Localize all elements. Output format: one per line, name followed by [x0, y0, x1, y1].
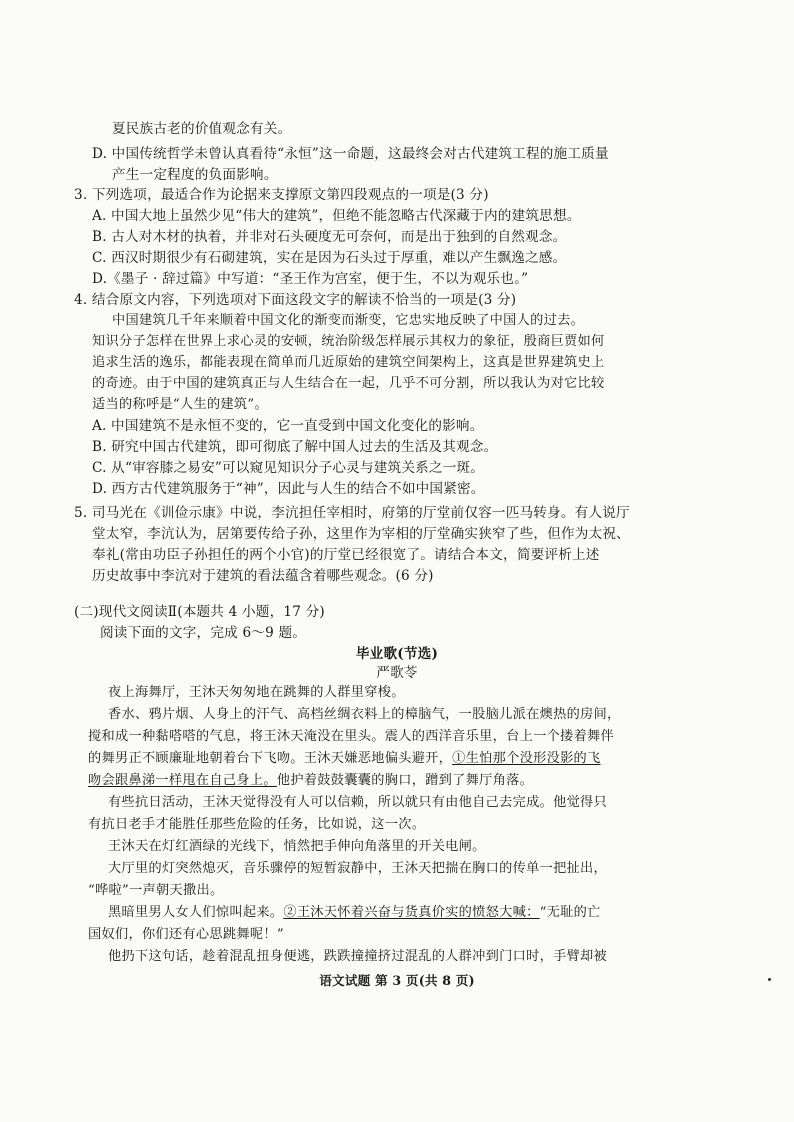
option-d: D. 西方古代建筑服务于“神”，因此与人生的结合不如中国紧密。 [92, 481, 485, 497]
section-instruction: 阅读下面的文字，完成 6～9 题。 [100, 625, 307, 641]
passage-paragraph: 香水、鸦片烟、人身上的汗气、高档丝绸衣料上的樟脑气，一股脑儿派在燠热的房间， [108, 707, 621, 722]
passage-paragraph: “哗啦”一声朝天撒出。 [88, 883, 224, 898]
passage-paragraph [88, 750, 601, 768]
text-line: 夏民族古老的价值观念有关。 [112, 121, 292, 137]
question-5-text: 历史故事中李沆对于建筑的看法蕴含着哪些观念。(6 分) [92, 568, 434, 584]
option-d: D. 中国传统哲学未曾认真看待“永恒”这一命题，这最终会对古代建筑工程的施工质量 [92, 146, 609, 162]
question-3: 3. 下列选项，最适合作为论据来支撑原文第四段观点的一项是(3 分) [74, 187, 489, 203]
passage-paragraph: 有些抗日活动，王沐天觉得没有人可以信赖，所以就只有由他自己去完成。他觉得只 [108, 795, 608, 810]
passage-title: 毕业歌(节选) [355, 646, 439, 662]
section-heading: (二)现代文阅读Ⅱ(本题共 4 小题，17 分) [74, 604, 325, 620]
page-footer: 语文试题 第 3 页(共 8 页) [319, 973, 475, 988]
quoted-passage-line: 适当的称呼是“人生的建筑”。 [92, 397, 268, 412]
underlined-sentence-1: 吻会跟鼻涕一样甩在自己身上。 [88, 773, 277, 788]
option-b: B. 古人对木材的执着，并非对石头硬度无可奈何，而是出于独到的自然观念。 [92, 229, 567, 245]
passage-paragraph: 大厅里的灯突然熄灭，音乐骤停的短暂寂静中，王沐天把揣在胸口的传单一把扯出， [108, 861, 608, 876]
passage-paragraph [88, 772, 533, 790]
option-a: A. 中国建筑不是永恒不变的，它一直受到中国文化变化的影响。 [92, 418, 484, 434]
passage-text: 黑暗里男人女人们惊叫起来。 [108, 905, 284, 920]
passage-paragraph [108, 904, 601, 922]
passage-paragraph: 有抗日老手才能胜任那些危险的任务，比如说，这一次。 [88, 817, 426, 832]
option-c: C. 从“审容膝之易安”可以窥见知识分子心灵与建筑关系之一斑。 [92, 460, 485, 476]
question-5-text: 堂太窄，李沆认为，居第要传给子孙，这里作为宰相的厅堂确实狭窄了些，但作为太祝、 [92, 526, 630, 542]
text-line: 产生一定程度的负面影响。 [112, 167, 278, 183]
option-a: A. 中国大地上虽然少见“伟大的建筑”，但绝不能忽略古代深藏于内的建筑思想。 [92, 208, 581, 224]
underlined-sentence-2: ②王沐天怀着兴奋与货真价实的愤怒大喊： [283, 905, 540, 920]
passage-author: 严歌苓 [376, 665, 418, 681]
option-d: D.《墨子 · 辞过篇》中写道：“圣王作为宫室，便于生，不以为观乐也。” [92, 271, 529, 287]
question-4: 4. 结合原文内容，下列选项对下面这段文字的解读不恰当的一项是(3 分) [74, 292, 517, 308]
quoted-passage-line: 的奇迹。由于中国的建筑真正与人生结合在一起，几乎不可分割，所以我认为对它比较 [92, 376, 605, 391]
passage-paragraph: 他扔下这句话，趁着混乱扭身便逃，跌跌撞撞挤过混乱的人群冲到门口时，手臂却被 [108, 949, 608, 964]
passage-paragraph: 王沐天在灯红酒绿的光线下，悄然把手伸向角落里的开关电闸。 [108, 839, 486, 854]
option-b: B. 研究中国古代建筑，即可彻底了解中国人过去的生活及其观念。 [92, 439, 498, 455]
scan-speck [768, 978, 771, 981]
quoted-passage-line: 追求生活的逸乐，都能表现在简单而几近原始的建筑空间架构上，这真是世界建筑史上 [92, 355, 605, 370]
underlined-sentence-1: ①生怕那个没形没影的飞 [452, 751, 601, 766]
option-c: C. 西汉时期很少有石砌建筑，实在是因为石头过于厚重，难以产生飘逸之感。 [92, 250, 567, 266]
passage-paragraph: 国奴们，你们还有心思跳舞呢！” [88, 927, 284, 942]
passage-paragraph: 搅和成一种黏嗒嗒的气息，将王沐天淹没在里头。震人的西洋音乐里，台上一个搂着舞伴 [88, 729, 615, 744]
passage-text: 他护着鼓鼓囊囊的胸口，蹭到了舞厅角落。 [276, 773, 534, 788]
passage-paragraph: 夜上海舞厅，王沐天匆匆地在跳舞的人群里穿梭。 [108, 685, 405, 700]
passage-text: “无耻的亡 [539, 905, 601, 920]
quoted-passage-line: 中国建筑几千年来顺着中国文化的渐变而渐变，它忠实地反映了中国人的过去。 [112, 313, 585, 328]
question-5: 5. 司马光在《训俭示康》中说，李沆担任宰相时，府第的厅堂前仅容一匹马转身。有人说厅 [74, 505, 630, 521]
question-5-text: 奉礼(常由功臣子孙担任的两个小官)的厅堂已经很宽了。请结合本文，简要评析上述 [92, 547, 600, 563]
quoted-passage-line: 知识分子怎样在世界上求心灵的安顿，统治阶级怎样展示其权力的象征，殷商巨贾如何 [92, 334, 605, 349]
passage-text: 的舞男正不顾廉耻地朝着台下飞吻。王沐天嫌恶地偏头避开， [88, 751, 453, 766]
